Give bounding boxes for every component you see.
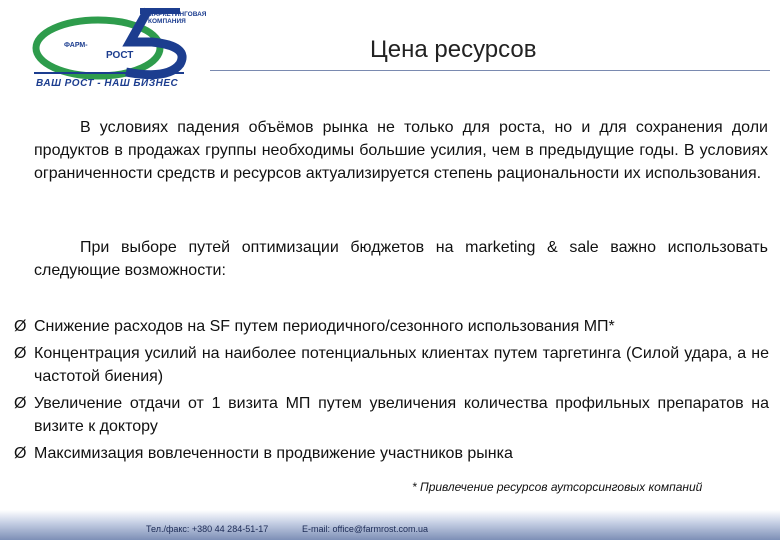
- footer-email: E-mail: office@farmrost.com.ua: [302, 524, 429, 534]
- list-item: [14, 442, 769, 465]
- logo-rost-text: РОСТ: [106, 50, 134, 61]
- options-list: [14, 315, 769, 469]
- options-paragraph-text: При выборе путей оптимизации бюджетов на marketing & sale важно использовать следующие возможности:: [34, 239, 768, 279]
- intro-paragraph-text: В условиях падения объёмов рынка не только для роста, но и для сохранения доли продуктов в продажах группы необходимы большие усилия, чем в предыдущие годы. В условиях ограниченности средств и ресурсов актуализируется степень рациональности их использования.: [34, 119, 768, 182]
- logo-farm-text: ФАРМ-: [64, 42, 88, 49]
- options-paragraph: [34, 236, 768, 282]
- title-divider: [210, 70, 770, 71]
- slide-title: Цена ресурсов: [370, 36, 537, 63]
- footer-phone: Тел./факс: +380 44 284-51-17: [146, 524, 269, 534]
- company-logo: [30, 6, 210, 90]
- arrow-bullet-icon: Ø: [14, 445, 27, 462]
- list-item-text: Снижение расходов на SF путем периодичного/сезонного использования МП*: [34, 318, 615, 335]
- footnote: * Привлечение ресурсов аутсорсинговых компаний: [412, 480, 703, 494]
- logo-slogan: ВАШ РОСТ - НАШ БИЗНЕС: [36, 78, 179, 89]
- intro-paragraph: [34, 116, 768, 185]
- arrow-bullet-icon: Ø: [14, 345, 27, 362]
- list-item: [14, 392, 769, 438]
- list-item: [14, 342, 769, 388]
- list-item-text: Увеличение отдачи от 1 визита МП путем увеличения количества профильных препаратов на визите к доктору: [34, 395, 769, 435]
- arrow-bullet-icon: Ø: [14, 318, 27, 335]
- list-item-text: Максимизация вовлеченности в продвижение участников рынка: [34, 445, 513, 462]
- logo-company-type: МАРКЕТИНГОВАЯ КОМПАНИЯ: [148, 11, 207, 25]
- list-item-text: Концентрация усилий на наиболее потенциальных клиентах путем таргетинга (Силой удара, а не частотой биения): [34, 345, 769, 385]
- arrow-bullet-icon: Ø: [14, 395, 27, 412]
- list-item: [14, 315, 769, 338]
